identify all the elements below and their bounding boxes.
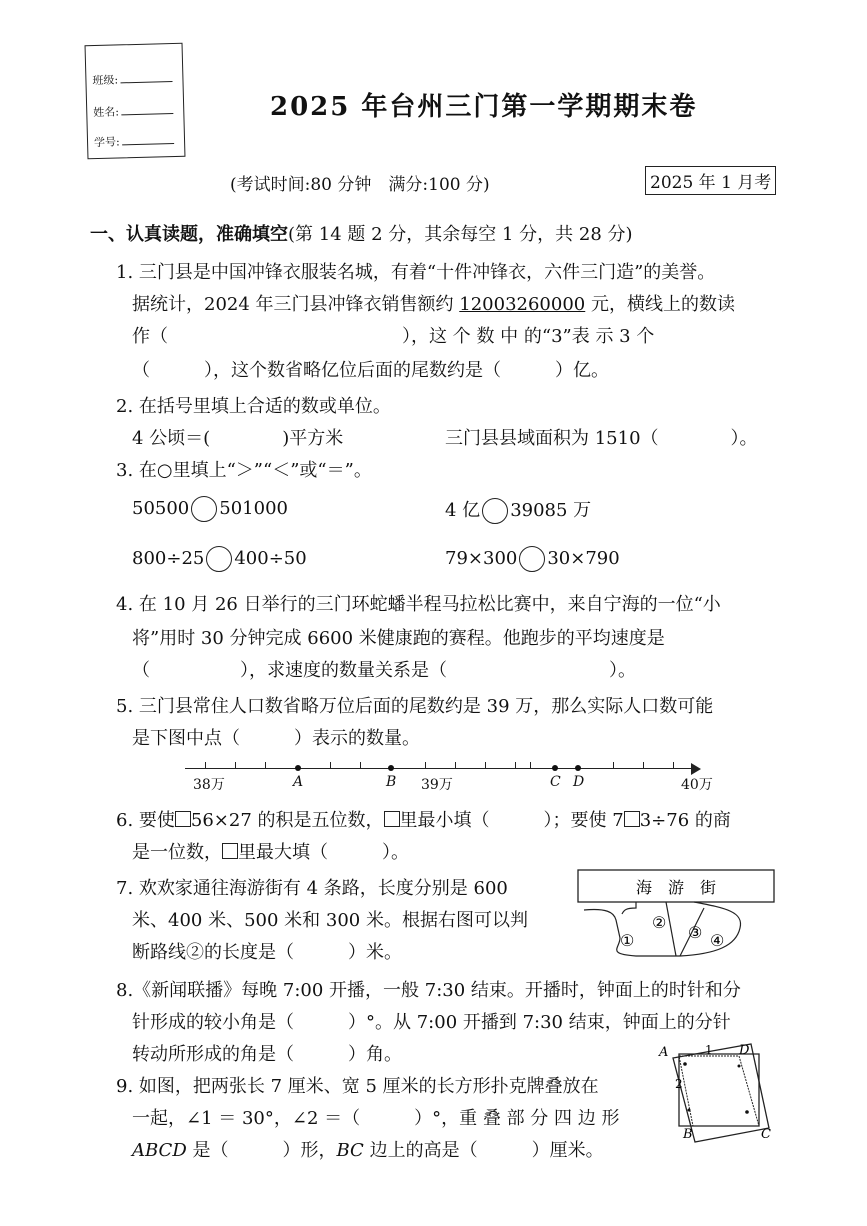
class-field[interactable]: 班级: [92,70,172,88]
q4-line2: 将”用时 30 分钟完成 6600 米健康跑的赛程。他跑步的平均速度是 [132,628,665,649]
exam-date-box: 2025 年 1 月考 [645,166,776,195]
compare-circle[interactable] [519,546,545,572]
tick [360,762,361,769]
route-2-path [666,902,676,956]
q3-item-a[interactable]: 50500 501000 [132,496,288,522]
q3-item-d[interactable]: 79×300 30×790 [445,546,620,572]
q6-line2[interactable]: 是一位数， 里最大填（ ）。 [132,842,409,863]
card-pip [688,1109,691,1112]
route-diagram [576,868,776,960]
label-38w: 38万 [193,777,225,793]
point-c [552,765,558,771]
name-field[interactable]: 姓名: [93,102,173,120]
route-2-label: ② [652,913,667,932]
student-id-field[interactable]: 学号: [94,132,174,150]
q1-line2: 据统计，2024 年三门县冲锋衣销售额约 12003260000 元，横线上的数读 [132,294,735,315]
q1-line3[interactable]: 作（ ），这 个 数 中 的“3”表 示 3 个 [132,326,655,347]
tick [673,762,674,769]
label-b: B [386,774,397,790]
card-1 [679,1054,759,1126]
street-label: 海 游 街 [635,878,717,897]
q5-line2[interactable]: 是下图中点（ ）表示的数量。 [132,728,420,749]
q3-item-b[interactable]: 4 亿 39085 万 [445,496,591,524]
q7-line1: 7. 欢欢家通往海游街有 4 条路，长度分别是 600 [116,878,508,899]
blank-square[interactable] [624,811,640,827]
q2-line1: 2. 在括号里填上合适的数或单位。 [116,396,391,417]
tick [613,762,614,769]
q9-line1: 9. 如图，把两张长 7 厘米、宽 5 厘米的长方形扑克牌叠放在 [116,1076,599,1097]
label-39w: 39万 [421,777,453,793]
tick [265,762,266,769]
compare-circle[interactable] [191,496,217,522]
vertex-b: B [683,1127,693,1142]
label-a: A [293,774,304,790]
angle-2-label: 2 [675,1077,683,1091]
tick [455,762,456,769]
q1-line1: 1. 三门县是中国冲锋衣服装名城，有着“十件冲锋衣，六件三门造”的美誉。 [116,262,716,283]
q8-line1: 8.《新闻联播》每晚 7:00 开播，一般 7:30 结束。开播时，钟面上的时针和分 [116,980,741,1001]
q8-line3[interactable]: 转动所形成的角是（ ）角。 [132,1044,402,1065]
q2-part-a[interactable]: 4 公顷＝( )平方米 [132,428,344,449]
compare-circle[interactable] [482,498,508,524]
blank-square [222,843,238,859]
card-pip [745,1110,749,1114]
route-1-label: ① [620,931,635,950]
tick [643,762,644,769]
q3-line1: 3. 在○里填上“＞”“＜”或“＝”。 [116,460,372,481]
tick [515,762,516,769]
tick [530,762,531,769]
vertex-d: D [739,1043,750,1058]
route-4-label: ④ [710,931,725,950]
q9-line3[interactable]: ABCD 是（ ）形，BC 边上的高是（ ）厘米。 [132,1140,604,1161]
route-3-label: ③ [688,923,703,942]
q3-item-c[interactable]: 800÷25 400÷50 [132,546,307,572]
playing-cards-diagram [655,1040,775,1144]
q5-line1: 5. 三门县常住人口数省略万位后面的尾数约是 39 万，那么实际人口数可能 [116,696,714,717]
number-line-axis [185,768,693,769]
q2-part-b[interactable]: 三门县县域面积为 1510（ ）。 [445,428,758,449]
angle-1-label: 1 [705,1043,713,1057]
vertex-c: C [761,1127,771,1142]
vertex-a: A [659,1045,669,1060]
exam-info: (考试时间:80 分钟 满分:100 分) [230,175,490,195]
card-pip [738,1065,741,1068]
q1-line4[interactable]: （ ），这个数省略亿位后面的尾数约是（ ）亿。 [132,360,609,381]
number-line [185,752,713,802]
route-branch [622,902,636,914]
tick [330,762,331,769]
overlap-quadrilateral [679,1056,759,1126]
label-d: D [573,774,585,790]
point-b [388,765,394,771]
q7-line3[interactable]: 断路线②的长度是（ ）米。 [132,942,402,963]
student-info-box [85,43,186,160]
q9-line2[interactable]: 一起，∠1 ＝ 30°，∠2 ＝（ ）°，重 叠 部 分 四 边 形 [132,1108,620,1129]
blank-square[interactable] [175,811,191,827]
point-a [295,765,301,771]
point-d [575,765,581,771]
q8-line2[interactable]: 针形成的较小角是（ ）°。从 7:00 开播到 7:30 结束，钟面上的分针 [132,1012,731,1033]
q4-line1: 4. 在 10 月 26 日举行的三门环蛇蟠半程马拉松比赛中，来自宁海的一位“小 [116,594,721,615]
tick [235,762,236,769]
label-c: C [550,774,561,790]
label-40w: 40万 [681,777,713,793]
q7-line2: 米、400 米、500 米和 300 米。根据右图可以判 [132,910,528,931]
compare-circle[interactable] [206,546,232,572]
page-title: 2025 年台州三门第一学期期末卷 [270,92,698,122]
q4-line3[interactable]: （ ），求速度的数量关系是（ ）。 [132,660,636,681]
section-heading: 一、认真读题，准确填空(第 14 题 2 分，其余每空 1 分，共 28 分) [90,224,633,245]
card-pip [683,1062,687,1066]
q1-number: 12003260000 [459,294,586,315]
tick [205,762,206,769]
tick [485,762,486,769]
tick [425,762,426,769]
q6-line1[interactable]: 6. 要使 56×27 的积是五位数， 里最小填（ ）；要使 7 3÷76 的商 [116,810,731,831]
blank-square [384,811,400,827]
